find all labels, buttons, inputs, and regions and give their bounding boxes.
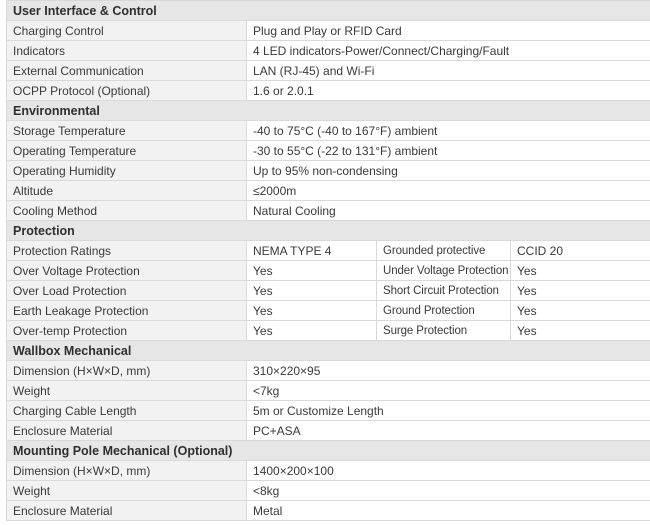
spec-row	[7, 41, 650, 61]
spec-table-body	[7, 1, 650, 521]
spec-value: Plug and Play or RFID Card	[247, 21, 650, 41]
spec-value: Yes	[247, 321, 377, 341]
spec-value: Yes	[247, 281, 377, 301]
spec-label: Operating Humidity	[7, 161, 247, 181]
spec-row	[7, 161, 650, 181]
spec-label: Weight	[7, 381, 247, 401]
spec-value: -40 to 75°C (-40 to 167°F) ambient	[247, 121, 650, 141]
spec-label: OCPP Protocol (Optional)	[7, 81, 247, 101]
spec-label: Enclosure Material	[7, 501, 247, 521]
spec-row	[7, 381, 650, 401]
spec-value: Up to 95% non-condensing	[247, 161, 650, 181]
spec-label-secondary: Surge Protection	[377, 321, 511, 341]
section-header	[7, 101, 650, 121]
spec-value: <7kg	[247, 381, 650, 401]
spec-value: ≤2000m	[247, 181, 650, 201]
spec-label: Indicators	[7, 41, 247, 61]
spec-row	[7, 281, 650, 301]
section-title: User Interface & Control	[7, 1, 650, 21]
spec-label: External Communication	[7, 61, 247, 81]
section-header	[7, 441, 650, 461]
section-header	[7, 221, 650, 241]
spec-value: <8kg	[247, 481, 650, 501]
spec-row	[7, 361, 650, 381]
spec-value-secondary: Yes	[511, 281, 650, 301]
spec-row	[7, 181, 650, 201]
spec-value: Yes	[247, 261, 377, 281]
spec-table	[6, 0, 650, 521]
spec-label: Protection Ratings	[7, 241, 247, 261]
spec-label: Charging Cable Length	[7, 401, 247, 421]
spec-value: Yes	[247, 301, 377, 321]
spec-row	[7, 201, 650, 221]
spec-value: LAN (RJ-45) and Wi-Fi	[247, 61, 650, 81]
spec-value-secondary: Yes	[511, 321, 650, 341]
section-title: Wallbox Mechanical	[7, 341, 650, 361]
spec-value: PC+ASA	[247, 421, 650, 441]
spec-row	[7, 241, 650, 261]
spec-row	[7, 421, 650, 441]
spec-label: Dimension (H×W×D, mm)	[7, 361, 247, 381]
spec-row	[7, 81, 650, 101]
spec-label: Dimension (H×W×D, mm)	[7, 461, 247, 481]
spec-label-secondary: Under Voltage Protection	[377, 261, 511, 281]
spec-row	[7, 261, 650, 281]
spec-value-secondary: Yes	[511, 261, 650, 281]
spec-label-secondary: Grounded protective	[377, 241, 511, 261]
spec-row	[7, 301, 650, 321]
spec-label: Over Load Protection	[7, 281, 247, 301]
spec-label: Altitude	[7, 181, 247, 201]
spec-label: Cooling Method	[7, 201, 247, 221]
section-header	[7, 341, 650, 361]
spec-row	[7, 61, 650, 81]
section-header	[7, 1, 650, 21]
spec-value-secondary: Yes	[511, 301, 650, 321]
spec-value: -30 to 55°C (-22 to 131°F) ambient	[247, 141, 650, 161]
spec-value: Natural Cooling	[247, 201, 650, 221]
spec-label: Storage Temperature	[7, 121, 247, 141]
spec-value: 310×220×95	[247, 361, 650, 381]
section-title: Environmental	[7, 101, 650, 121]
spec-value-secondary: CCID 20	[511, 241, 650, 261]
spec-row	[7, 501, 650, 521]
spec-row	[7, 21, 650, 41]
spec-label: Operating Temperature	[7, 141, 247, 161]
spec-label-secondary: Short Circuit Protection	[377, 281, 511, 301]
spec-value: Metal	[247, 501, 650, 521]
section-title: Protection	[7, 221, 650, 241]
spec-row	[7, 461, 650, 481]
spec-label: Weight	[7, 481, 247, 501]
spec-row	[7, 321, 650, 341]
spec-row	[7, 141, 650, 161]
spec-row	[7, 481, 650, 501]
spec-row	[7, 401, 650, 421]
section-title: Mounting Pole Mechanical (Optional)	[7, 441, 650, 461]
spec-value: 1.6 or 2.0.1	[247, 81, 650, 101]
spec-label: Enclosure Material	[7, 421, 247, 441]
spec-value: 4 LED indicators-Power/Connect/Charging/Fault	[247, 41, 650, 61]
spec-label: Over Voltage Protection	[7, 261, 247, 281]
spec-value: 5m or Customize Length	[247, 401, 650, 421]
spec-label: Over-temp Protection	[7, 321, 247, 341]
spec-label: Earth Leakage Protection	[7, 301, 247, 321]
spec-value: 1400×200×100	[247, 461, 650, 481]
spec-label-secondary: Ground Protection	[377, 301, 511, 321]
spec-label: Charging Control	[7, 21, 247, 41]
spec-row	[7, 121, 650, 141]
spec-value: NEMA TYPE 4	[247, 241, 377, 261]
